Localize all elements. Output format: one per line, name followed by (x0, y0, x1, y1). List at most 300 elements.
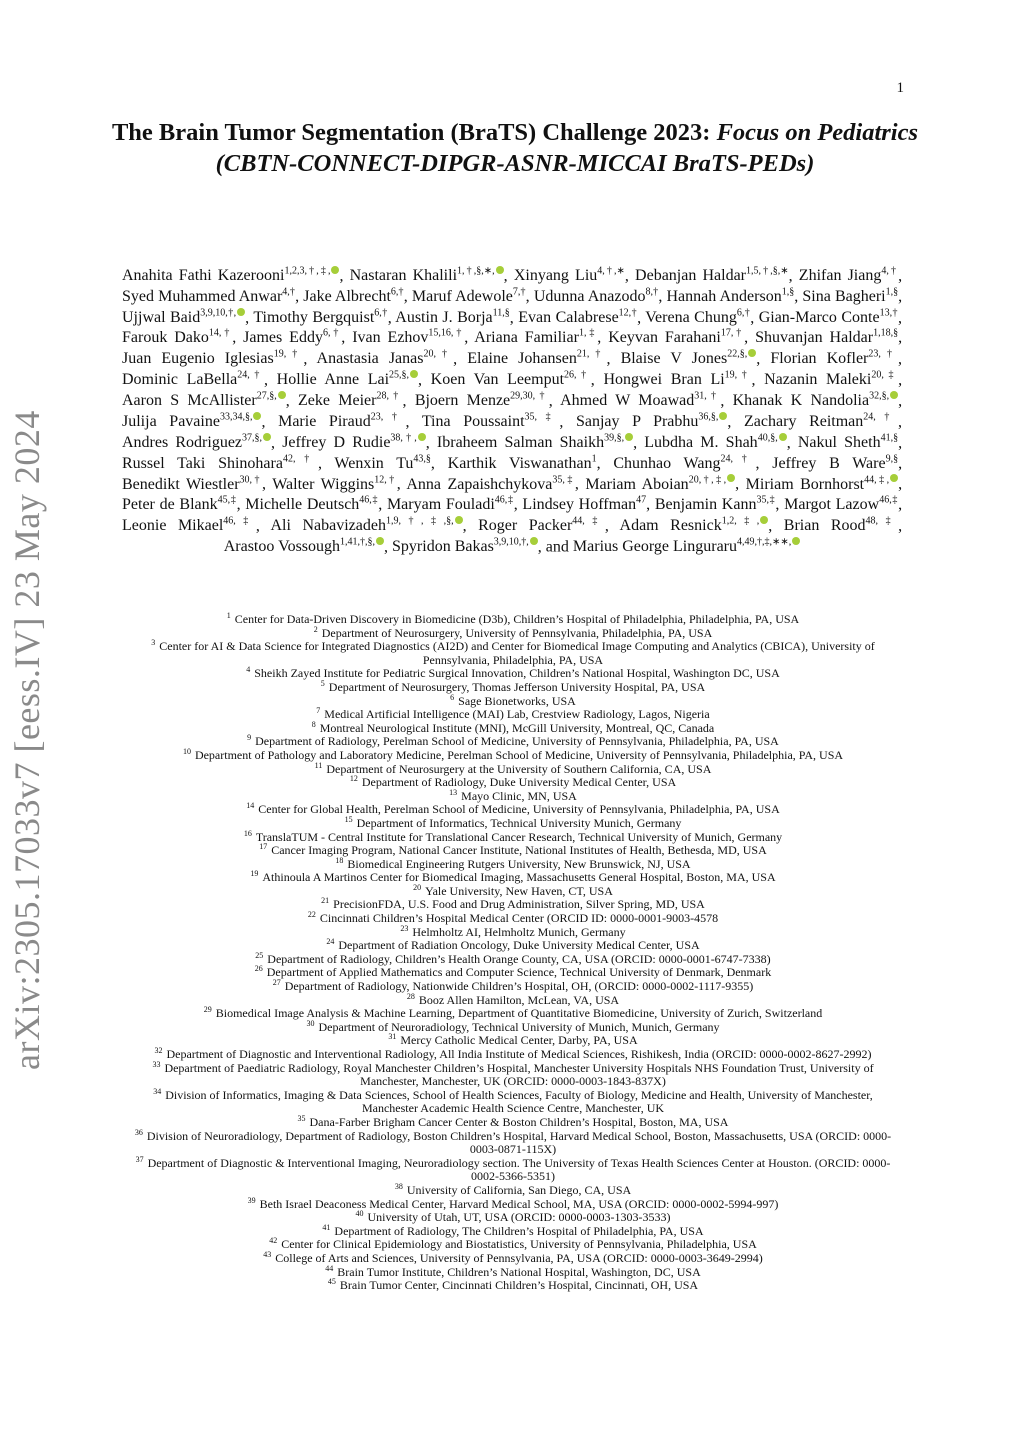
author-entry (122, 413, 261, 430)
affiliation-item (126, 871, 900, 885)
affiliation-text: Department of Pathology and Laboratory Medicine, Perelman School of Medicine, University of Pennsylvania, Philadelphia, PA, USA (194, 747, 844, 762)
author-affiliation-marks: 4,†,∗ (597, 266, 625, 277)
orcid-icon[interactable] (719, 412, 727, 420)
author-entry (282, 434, 426, 451)
author-entry (755, 329, 898, 346)
author-affiliation-marks: 46,‡ (494, 494, 514, 506)
author-entry (655, 496, 776, 513)
author-affiliation-marks: 32,§, (869, 390, 890, 402)
affiliation-text: Department of Radiology, Children’s Health Orange County, CA, USA (ORCID: 0000-0001-6747-7338) (267, 951, 771, 966)
affiliation-number: 26 (254, 964, 263, 974)
author-affiliation-marks: 24,† (237, 369, 265, 381)
author-affiliation-marks: 24,† (863, 411, 899, 423)
affiliation-number: 27 (272, 978, 281, 988)
orcid-icon[interactable] (410, 370, 418, 378)
author-name: Jake Albrecht (303, 287, 391, 305)
author-affiliation-marks: 7,† (512, 286, 526, 298)
author-entry (603, 371, 751, 388)
author-name: Andres Rodriguez (122, 434, 243, 452)
author-affiliation-marks: 29,30,† (510, 390, 549, 402)
author-name: Spyridon Bakas (392, 538, 494, 555)
author-entry (334, 455, 431, 472)
affiliation-text: University of California, San Diego, CA, USA (406, 1182, 632, 1197)
author-affiliation-marks: 37,§, (242, 432, 263, 444)
affiliation-number: 23 (400, 923, 409, 933)
affiliation-item (126, 939, 900, 953)
orcid-icon[interactable] (727, 474, 735, 482)
affiliation-item (126, 735, 900, 749)
affiliation-text: Department of Radiation Oncology, Duke University Medical Center, USA (338, 938, 700, 953)
affiliation-item (126, 708, 900, 722)
author-entry (253, 309, 387, 326)
orcid-icon[interactable] (418, 433, 426, 441)
author-entry (733, 392, 899, 409)
author-entry (518, 309, 637, 326)
author-affiliation-marks: 1,18,§ (873, 328, 899, 340)
affiliation-text: Department of Neurosurgery, University of Pennsylvania, Philadelphia, PA, USA (321, 625, 713, 640)
author-affiliation-marks: 3,9,10,†, (200, 307, 237, 319)
affiliation-item (126, 1048, 900, 1062)
orcid-icon[interactable] (263, 433, 271, 441)
orcid-icon[interactable] (625, 433, 633, 441)
affiliation-number: 7 (316, 706, 321, 716)
author-name: Russel Taki Shinohara (122, 454, 283, 472)
affiliation-number: 39 (247, 1195, 256, 1205)
affiliation-item (126, 1211, 900, 1225)
orcid-icon[interactable] (455, 516, 463, 524)
author-name: Ibraheem Salman Shaikh (436, 434, 605, 452)
affiliation-text: Department of Radiology, Duke University Medical Center, USA (361, 775, 677, 790)
author-affiliation-marks: 45,‡ (217, 494, 237, 506)
affiliation-number: 37 (135, 1154, 144, 1164)
affiliation-text: Medical Artificial Intelligence (MAI) Lab, Crestview Radiology, Lagos, Nigeria (324, 707, 710, 722)
affiliation-text: University of Utah, UT, USA (ORCID: 0000-0003-1303-3533) (367, 1210, 671, 1225)
author-name: Arastoo Vossough (223, 538, 341, 555)
affiliation-item (126, 1249, 900, 1266)
author-affiliation-marks: 28,† (376, 390, 403, 402)
affiliation-number: 41 (322, 1222, 331, 1232)
author-name: Syed Muhammed Anwar (122, 287, 283, 305)
author-name: Nazanin Maleki (764, 371, 872, 389)
orcid-icon[interactable] (792, 537, 800, 545)
author-affiliation-marks: 6,† (374, 307, 388, 319)
orcid-icon[interactable] (496, 266, 504, 274)
author-entry (585, 476, 735, 493)
affiliation-item (126, 1238, 900, 1252)
author-name: Miriam Bornhorst (745, 475, 865, 493)
author-entry (644, 434, 786, 451)
affiliation-number: 43 (263, 1249, 272, 1259)
affiliation-number: 21 (321, 896, 330, 906)
author-affiliation-marks: 1,41,†,§, (340, 536, 376, 548)
affiliation-item (126, 678, 900, 695)
author-name: Maruf Adewole (411, 287, 513, 305)
affiliation-text: Center for Clinical Epidemiology and Biostatistics, University of Pennsylvania, Philadelphia, USA (281, 1237, 757, 1252)
affiliation-item (126, 980, 900, 994)
author-affiliation-marks: 6,† (322, 328, 342, 340)
affiliation-text: Yale University, New Haven, CT, USA (425, 883, 613, 898)
author-affiliation-marks: 43,§ (413, 453, 431, 465)
author-affiliation-marks: 11,§ (492, 307, 510, 319)
author-entry (437, 434, 633, 451)
author-affiliation-marks: 30,† (239, 474, 263, 486)
author-affiliation-marks: 14,† (208, 328, 233, 340)
author-affiliation-marks: 46,‡ (879, 494, 899, 506)
affiliation-text: Center for AI & Data Science for Integrated Diagnostics (AI2D) and Center for Biomedical Image Computing and Analytics (CBICA), University of Pennsylvania, Philadelphia, PA, USA (159, 639, 875, 667)
author-name: Adam Resnick (619, 517, 722, 535)
affiliation-item (126, 1154, 900, 1184)
author-entry (122, 309, 245, 326)
author-affiliation-marks: 12,† (618, 307, 638, 319)
author-affiliation-marks: 12,† (374, 474, 397, 486)
author-name: Michelle Deutsch (245, 496, 360, 514)
author-name: Ivan Ezhov (352, 329, 429, 347)
author-name: Keyvan Farahani (608, 329, 721, 347)
author-affiliation-marks: 19,† (273, 349, 304, 361)
affiliation-text: Cincinnati Children’s Hospital Medical Center (ORCID ID: 0000-0001-9003-4578 (319, 911, 719, 926)
author-affiliation-marks: 41,§ (880, 432, 899, 444)
affiliation-item (126, 814, 900, 831)
author-name: Anahita Fathi Kazerooni (122, 267, 285, 285)
author-name: Bjoern Menze (414, 392, 511, 410)
author-name: Gian-Marco Conte (758, 308, 880, 326)
author-affiliation-marks: 27,§, (256, 390, 277, 402)
affiliation-text: Department of Applied Mathematics and Computer Science, Technical University of Denmark, Denmark (266, 965, 772, 980)
affiliation-text: College of Arts and Sciences, University of Pennsylvania, PA, USA (ORCID: 0000-0003-3649-2994) (275, 1250, 763, 1265)
author-name: Benedikt Wiestler (122, 475, 240, 493)
affiliation-number: 6 (450, 692, 455, 702)
affiliation-text: Department of Informatics, Technical University Munich, Germany (356, 815, 682, 830)
author-name: Brian Rood (783, 517, 866, 535)
orcid-icon[interactable] (376, 537, 384, 545)
author-affiliation-marks: 6,† (736, 307, 751, 319)
orcid-icon[interactable] (748, 349, 756, 357)
affiliation-text: Montreal Neurological Institute (MNI), McGill University, Montreal, QC, Canada (319, 720, 715, 735)
author-name: Debanjan Haldar (635, 267, 747, 285)
author-entry (350, 267, 504, 284)
author-name: Ariana Familiar (474, 329, 579, 347)
affiliation-item (126, 912, 900, 926)
affiliation-text: Department of Paediatric Radiology, Royal Manchester Children’s Hospital, Manchester University Hospitals NHS Foundation Trust, University of Manchester, Manchester, UK (ORCID: 0000-0003-1843-837X) (164, 1060, 874, 1089)
author-name: Dominic LaBella (122, 371, 238, 389)
author-entry (744, 413, 898, 430)
author-affiliation-marks: 26,† (564, 369, 591, 381)
author-entry (798, 434, 898, 451)
affiliation-item (126, 640, 900, 667)
author-entry (608, 329, 744, 346)
author-affiliation-marks: 15,16,† (428, 328, 465, 340)
author-entry (122, 496, 237, 513)
author-name: Wenxin Tu (334, 454, 414, 472)
affiliation-text: Cancer Imaging Program, National Cancer Institute, National Institutes of Health, Bethesda, MD, USA (271, 843, 767, 858)
affiliation-item (126, 1034, 900, 1048)
author-name: Sina Bagheri (802, 287, 886, 305)
affiliation-text: Center for Data-Driven Discovery in Biomedicine (D3b), Children’s Hospital of Philadelphia, Philadelphia, PA, USA (234, 612, 800, 626)
affiliation-item (126, 1113, 900, 1130)
affiliation-text: Athinoula A Martinos Center for Biomedical Imaging, Massachusetts General Hospital, Boston, MA, USA (262, 870, 776, 885)
author-affiliation-marks: 1,‡ (578, 328, 598, 340)
orcid-icon[interactable] (253, 412, 261, 420)
author-name: Peter de Blank (122, 496, 218, 514)
affiliation-item (126, 1127, 900, 1157)
affiliation-item (126, 844, 900, 858)
author-affiliation-marks: 1,2,3,†,‡, (284, 266, 331, 277)
orcid-icon[interactable] (779, 433, 787, 441)
author-name: Julija Pavaine (122, 413, 220, 431)
author-name: Sanjay P Prabhu (575, 413, 699, 431)
affiliation-item (126, 667, 900, 681)
orcid-icon[interactable] (890, 474, 898, 482)
affiliation-item (126, 613, 900, 627)
affiliation-text: Division of Informatics, Imaging & Data Sciences, School of Health Sciences, Faculty of Biology, Medicine and Health, University of Manchester, Manchester Academic Health Science Centre, Manchester, UK (165, 1087, 873, 1116)
author-name: Austin J. Borja (395, 308, 493, 326)
page-number: 1 (896, 80, 904, 96)
author-entry (122, 455, 318, 472)
affiliation-number: 28 (406, 991, 415, 1001)
affiliation-item (126, 1007, 900, 1021)
author-entry (522, 496, 646, 513)
author-affiliation-marks: 23,† (868, 349, 899, 361)
author-affiliation-marks: 1,†,§,∗, (457, 266, 495, 277)
affiliation-text: Sage Bionetworks, USA (458, 693, 576, 708)
author-entry (122, 434, 271, 451)
author-entry (759, 309, 898, 326)
affiliation-number: 9 (247, 733, 252, 743)
affiliation-item (126, 966, 900, 980)
author-name: Florian Kofler (770, 350, 869, 368)
author-name: Mariam Aboian (585, 475, 689, 493)
affiliation-number: 42 (269, 1236, 278, 1246)
affiliation-number: 15 (344, 814, 353, 824)
arxiv-identifier-stamp: arXiv:2305.17033v7 [eess.IV] 23 May 2024 (7, 410, 47, 1070)
author-entry (122, 476, 262, 493)
author-affiliation-marks: 46,‡ (359, 494, 379, 506)
affiliation-number: 11 (314, 760, 323, 770)
author-entry (448, 455, 597, 472)
author-entry (635, 267, 789, 284)
author-entry (122, 288, 295, 305)
affiliation-text: Mayo Clinic, MN, USA (461, 788, 577, 803)
author-entry (784, 496, 898, 513)
author-affiliation-marks: 4,49,†,‡,∗∗, (737, 536, 792, 548)
author-name: Benjamin Kann (654, 496, 757, 514)
author-entry (422, 413, 560, 430)
author-name: Farouk Dako (122, 329, 209, 347)
author-name: Hannah Anderson (666, 287, 782, 305)
affiliation-text: TranslaTUM - Central Institute for Translational Cancer Research, Technical University of Munich, Germany (255, 829, 783, 844)
author-entry (122, 392, 286, 409)
author-affiliation-marks: 9,§ (885, 453, 899, 465)
author-name: James Eddy (243, 329, 323, 347)
author-affiliation-marks: 4,† (282, 286, 296, 298)
author-affiliation-marks: 8,† (645, 286, 659, 298)
author-affiliation-marks: 19,† (724, 369, 752, 381)
author-entry (666, 288, 794, 305)
author-affiliation-marks: 24,† (720, 453, 756, 465)
affiliation-number: 2 (313, 624, 318, 634)
author-name: Ujjwal Baid (122, 308, 201, 326)
affiliation-number: 25 (255, 950, 264, 960)
affiliation-text: Department of Radiology, The Children’s Hospital of Philadelphia, PA, USA (334, 1223, 704, 1238)
affiliation-number: 16 (243, 828, 252, 838)
author-entry (243, 329, 341, 346)
affiliation-text: Department of Neurosurgery at the University of Southern California, CA, USA (326, 761, 712, 776)
author-entry (272, 476, 397, 493)
author-entry (303, 288, 403, 305)
affiliation-item (126, 1279, 900, 1293)
author-entry (474, 329, 597, 346)
affiliation-item (126, 1086, 900, 1116)
affiliation-item (126, 1059, 900, 1089)
author-entry (122, 350, 303, 367)
author-name: Lubdha M. Shah (644, 434, 758, 452)
author-entry (415, 392, 549, 409)
affiliation-number: 35 (297, 1113, 306, 1123)
affiliation-number: 10 (182, 746, 191, 756)
author-entry (746, 476, 898, 493)
author-affiliation-marks: 6,† (390, 286, 404, 298)
author-entry (645, 309, 750, 326)
author-affiliation-marks: 44,‡ (572, 515, 605, 527)
author-entry (764, 371, 898, 388)
author-entry (412, 288, 526, 305)
author-entry (245, 496, 378, 513)
author-affiliation-marks: 48,‡ (865, 515, 899, 527)
title-main: The Brain Tumor Segmentation (BraTS) Challenge 2023: (111, 119, 711, 146)
affiliation-number: 17 (259, 842, 268, 852)
affiliation-number: 20 (413, 882, 422, 892)
affiliation-text: Department of Radiology, Perelman School of Medicine, University of Pennsylvania, Philadelphia, PA, USA (255, 734, 779, 749)
author-name: Zeke Meier (298, 392, 377, 410)
author-entry (560, 392, 720, 409)
author-entry (387, 496, 514, 513)
affiliation-number: 29 (203, 1005, 212, 1015)
affiliation-number: 8 (311, 719, 316, 729)
affiliation-number: 24 (326, 937, 335, 947)
author-entry (620, 517, 769, 534)
affiliation-number: 40 (355, 1209, 364, 1219)
author-entry (122, 267, 339, 284)
affiliation-number: 32 (154, 1046, 163, 1055)
orcid-icon[interactable] (278, 391, 286, 399)
orcid-icon[interactable] (331, 266, 339, 274)
affiliation-number: 30 (306, 1018, 315, 1028)
affiliation-list (126, 613, 900, 1293)
author-entry (122, 517, 256, 534)
author-name: Hongwei Bran Li (603, 371, 725, 389)
author-affiliation-marks: 42,† (282, 453, 318, 465)
author-name: Evan Calabrese (518, 308, 619, 326)
author-affiliation-marks: 25,§, (389, 369, 410, 381)
title-emphasis: Focus on Pediatrics (CBTN-CONNECT-DIPGR-ASNR-MICCAI BraTS-PEDs) (215, 119, 919, 177)
author-entry (298, 392, 403, 409)
affiliation-number: 31 (388, 1032, 397, 1042)
author-affiliation-marks: 23,† (370, 411, 406, 423)
author-affiliation-marks: 38,†, (390, 432, 417, 444)
author-name: Margot Lazow (784, 496, 880, 514)
author-affiliation-marks: 17,† (720, 328, 745, 340)
author-name: Blaise V Jones (620, 350, 728, 368)
author-entry (395, 309, 510, 326)
author-name: Ahmed W Moawad (560, 392, 695, 410)
affiliation-number: 13 (449, 787, 458, 797)
author-name: Hollie Anne Lai (276, 371, 390, 389)
affiliation-number: 44 (325, 1263, 334, 1273)
author-entry (613, 455, 755, 472)
affiliation-text: Center for Global Health, Perelman School of Medicine, University of Pennsylvania, Philadelphia, PA, USA (258, 802, 780, 817)
author-entry (576, 413, 727, 430)
author-name: Leonie Mikael (122, 517, 224, 535)
author-name: Tina Poussaint (421, 413, 525, 431)
author-entry (478, 517, 605, 534)
author-affiliation-marks: 21,† (576, 349, 607, 361)
author-name: Maryam Fouladi (386, 496, 495, 514)
author-name: Anna Zapaishchykova (406, 475, 553, 493)
author-name: Walter Wiggins (272, 475, 375, 493)
affiliation-item (126, 1181, 900, 1198)
affiliation-text: Department of Diagnostic & Interventional Imaging, Neuroradiology section. The University of Texas Health Sciences Center at Houston. (ORCID: 0000-0002-5366-5351) (147, 1155, 891, 1184)
affiliation-text: Department of Diagnostic and Interventional Radiology, All India Institute of Medical Sciences, Rishikesh, India (ORCID: 0000-0002-8627-2992) (166, 1047, 872, 1061)
author-affiliation-marks: 1,5,†,§,∗ (746, 266, 789, 277)
affiliation-text: Mercy Catholic Medical Center, Darby, PA, USA (400, 1033, 638, 1048)
paper-title (110, 117, 920, 179)
author-entry (317, 350, 454, 367)
author-affiliation-marks: 20,‡ (871, 369, 899, 381)
affiliation-number: 33 (152, 1059, 161, 1069)
affiliation-text: Division of Neuroradiology, Department of Radiology, Boston Children’s Hospital, Harvard Medical School, Boston, Massachusetts, USA (ORCID: 0000-0003-0871-115X) (146, 1128, 892, 1157)
affiliation-number: 4 (246, 665, 251, 675)
affiliation-number: 45 (327, 1277, 336, 1287)
orcid-icon[interactable] (237, 308, 245, 316)
author-affiliation-marks: 22,§, (727, 349, 748, 361)
affiliation-text: Sheikh Zayed Institute for Pediatric Surgical Innovation, Children’s National Hospital, Washington DC, USA (254, 666, 780, 681)
author-affiliation-marks: 1,2,‡, (721, 515, 760, 527)
author-entry (224, 538, 384, 555)
author-entry (277, 371, 418, 388)
affiliation-number: 38 (394, 1181, 403, 1191)
orcid-icon[interactable] (890, 391, 898, 399)
author-name: Aaron S McAllister (122, 392, 257, 410)
affiliation-text: Helmholtz AI, Helmholtz Munich, Germany (412, 924, 626, 939)
affiliation-number: 18 (335, 855, 344, 865)
author-entry (352, 329, 464, 346)
author-affiliation-marks: 1,9,†,‡,§, (385, 515, 454, 527)
author-name: Koen Van Leemput (430, 371, 565, 389)
affiliation-text: Department of Radiology, Nationwide Children’s Hospital, OH, (ORCID: 0000-0002-1117-9355) (284, 979, 754, 994)
author-name: Nakul Sheth (797, 434, 881, 452)
author-affiliation-marks: 31,† (694, 390, 721, 402)
author-name: Khanak K Nandolia (732, 392, 870, 410)
orcid-icon[interactable] (760, 516, 768, 524)
author-entry (406, 476, 574, 493)
affiliation-item (126, 776, 900, 790)
author-entry (770, 350, 898, 367)
author-entry (573, 538, 800, 555)
author-name: Lindsey Hoffman (522, 496, 637, 514)
author-entry (534, 288, 658, 305)
affiliation-number: 36 (134, 1127, 143, 1137)
affiliation-text: Biomedical Engineering Rutgers University, New Brunswick, NJ, USA (347, 856, 691, 871)
affiliation-text: Brain Tumor Institute, Children’s National Hospital, Washington, DC, USA (337, 1264, 701, 1279)
author-affiliation-marks: 36,§, (698, 411, 719, 423)
author-name: Zachary Reitman (744, 413, 864, 431)
author-affiliation-marks: 3,9,10,†, (493, 536, 529, 548)
orcid-icon[interactable] (530, 537, 538, 545)
author-name: Zhifan Jiang (798, 267, 882, 285)
author-affiliation-marks: 35,‡ (552, 474, 575, 486)
author-name: Udunna Anazodo (533, 287, 646, 305)
author-affiliation-marks: 13,† (879, 307, 898, 319)
